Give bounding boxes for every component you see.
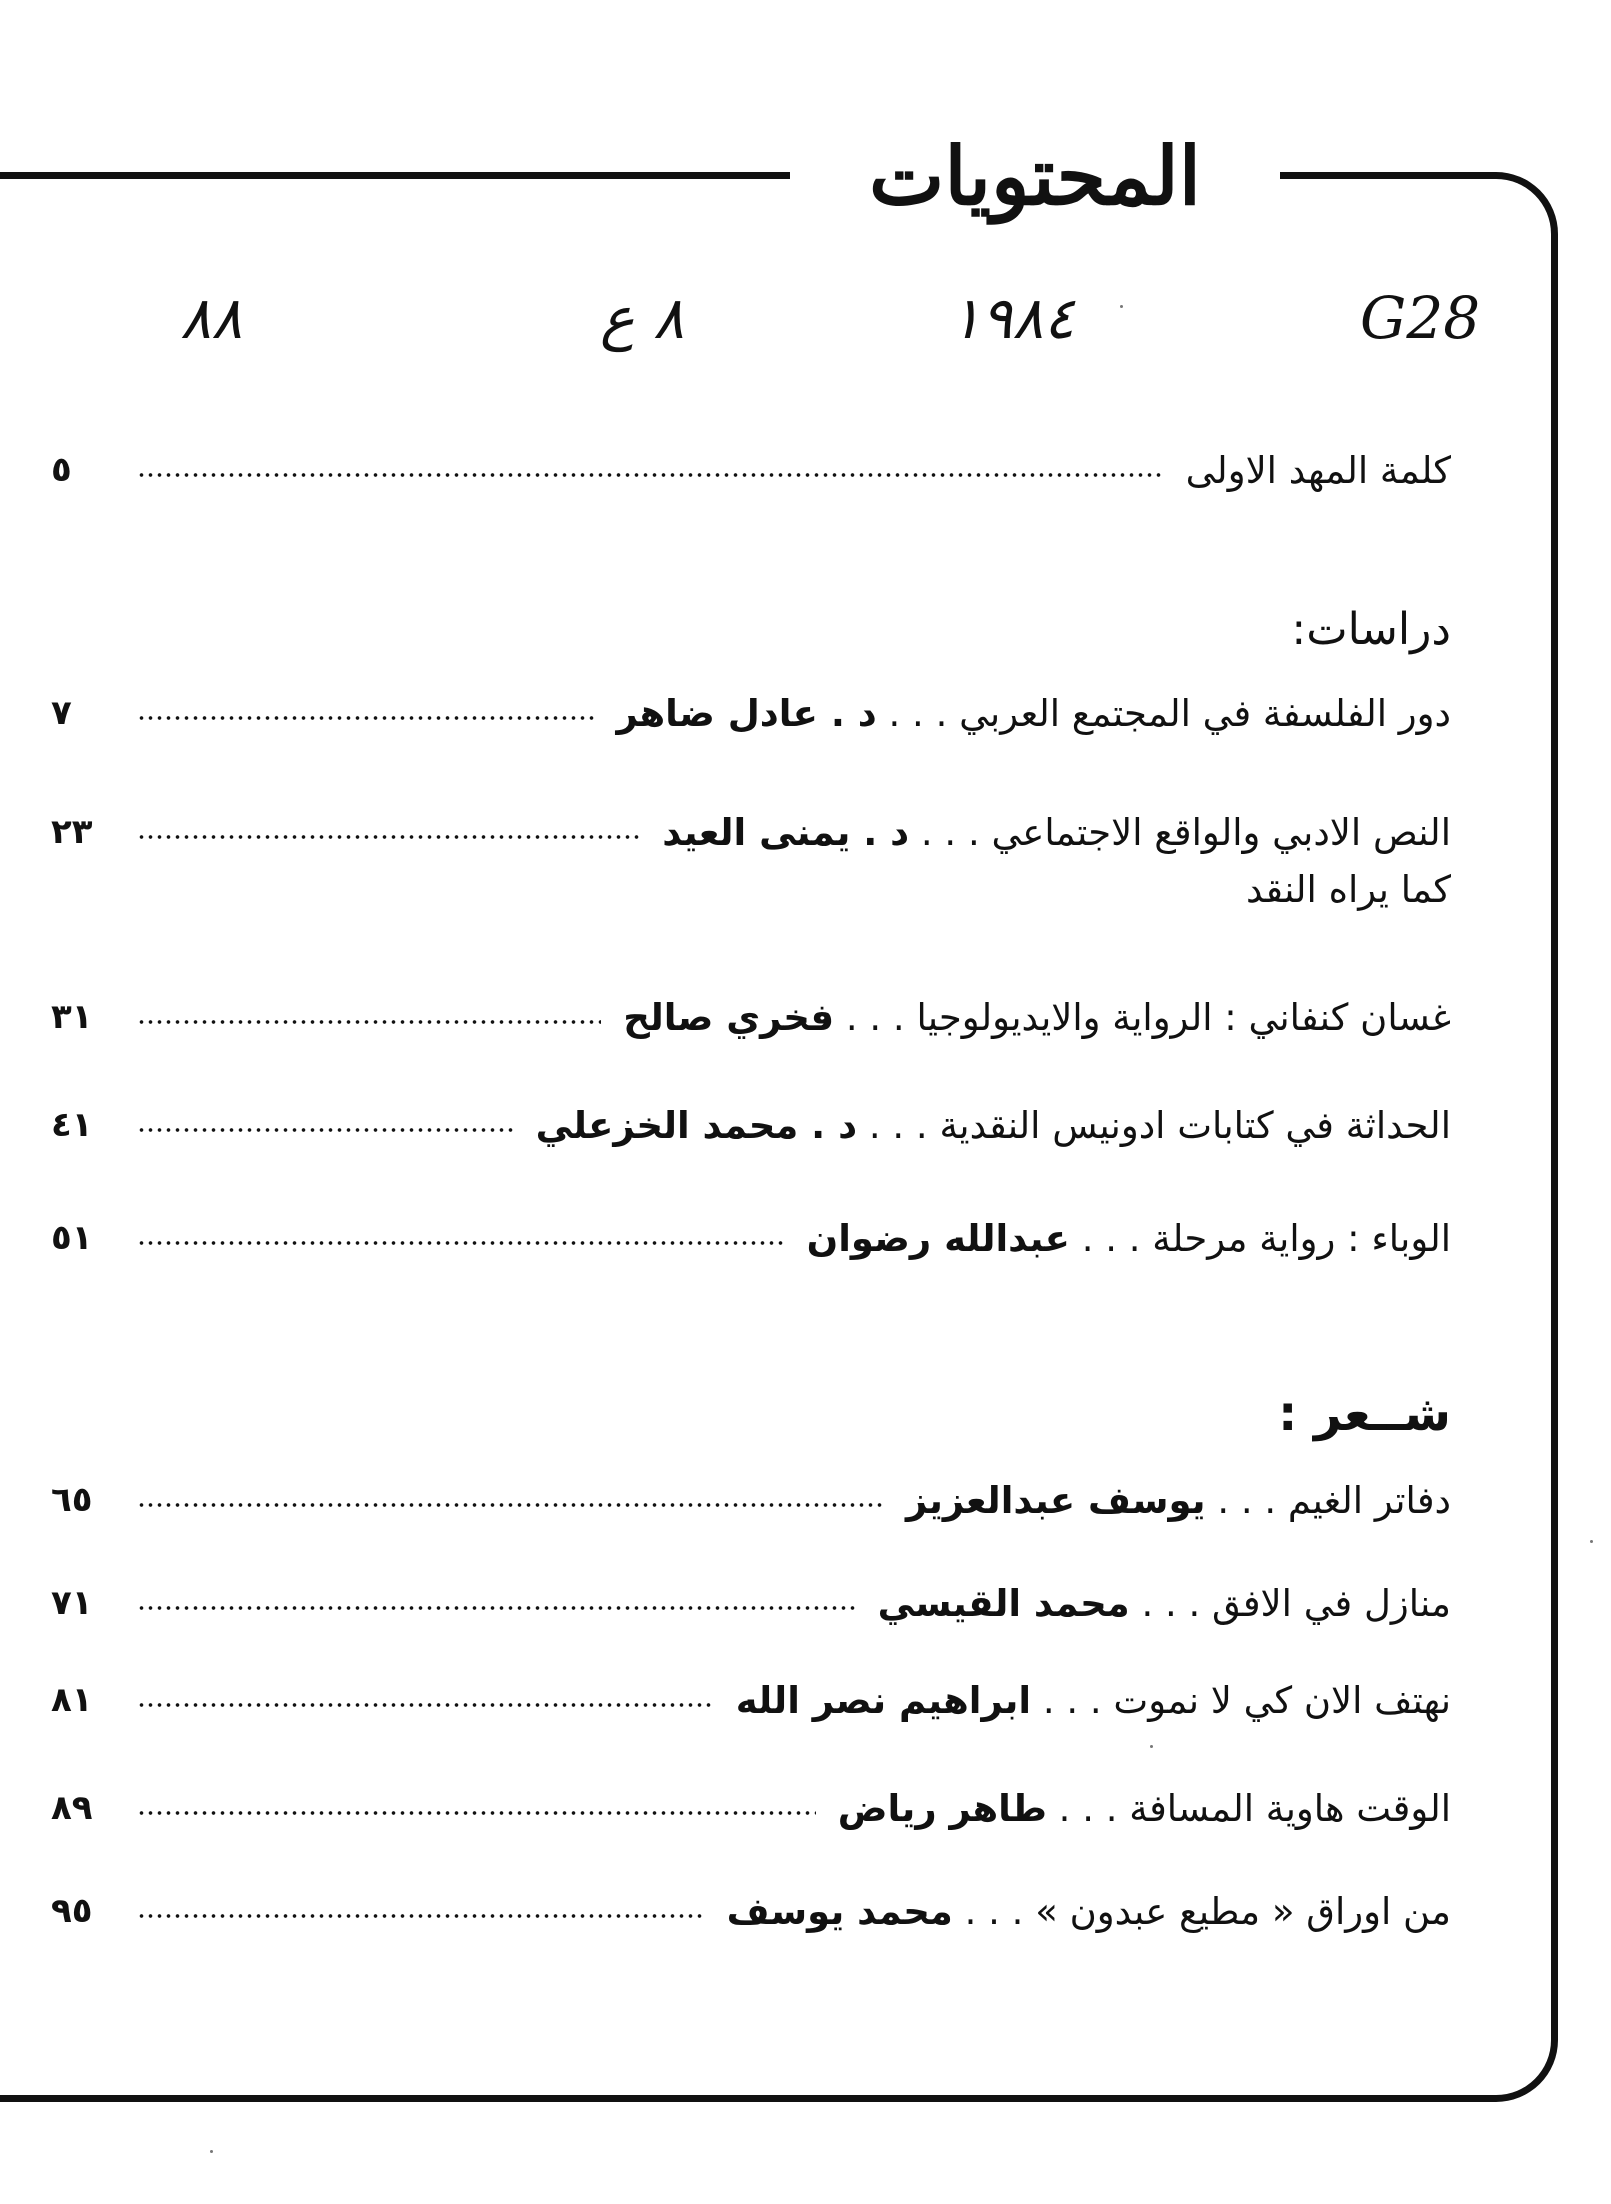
handwritten-issue-note: ٨ ع [600,284,685,352]
page-number: ٩٥ [51,1891,93,1931]
entry-title: نهتف الان كي لا نموت . . . ابراهيم نصر الله [735,1678,1451,1722]
dot-leader [137,1499,884,1511]
entry-author: د . محمد الخزعلي [535,1103,858,1147]
toc-entry [51,1203,1451,1273]
entry-author: ابراهيم نصر الله [735,1678,1032,1722]
page-number: ٧ [51,693,72,733]
toc-entry [51,1465,1451,1535]
page-number: ٦٥ [51,1480,93,1520]
entry-title: الوقت هاوية المسافة . . . طاهر رياض [837,1786,1451,1830]
toc-entry-intro [51,435,1451,505]
handwritten-year-note: ١٩٨٤ [950,284,1075,352]
entry-author: د . عادل ضاهر [616,691,877,735]
entry-author: فخري صالح [623,995,835,1039]
page-number: ٨١ [51,1680,93,1720]
page-number: ٣١ [51,997,93,1037]
page-number: ٥ [51,450,72,490]
entry-title: دور الفلسفة في المجتمع العربي . . . د . عادل ضاهر [616,691,1451,735]
page-title: المحتويات [869,129,1201,223]
entry-title: من اوراق « مطيع عبدون » . . . محمد يوسف [726,1889,1451,1933]
page-number: ٨٩ [51,1788,93,1828]
handwritten-page-note: ٨٨ [180,284,243,352]
scan-speck [1150,1745,1153,1748]
entry-author: طاهر رياض [837,1786,1047,1830]
entry-title: غسان كنفاني : الرواية والايديولوجيا . . . فخري صالح [623,995,1451,1039]
dot-leader [137,1016,601,1028]
toc-entry [51,1665,1451,1735]
toc-entry [51,678,1451,748]
scan-speck [1590,1540,1593,1543]
entry-subtitle: كما يراه النقد [1245,868,1451,911]
page-number: ٧١ [51,1583,93,1623]
entry-title: كلمة المهد الاولى [1185,448,1451,492]
dot-leader [137,831,640,843]
page-number: ٤١ [51,1105,93,1145]
dot-leader [137,469,1164,481]
entry-author: يوسف عبدالعزيز [906,1478,1206,1522]
entry-author: عبدالله رضوان [806,1216,1070,1260]
toc-entry [51,797,1451,867]
toc-entry [51,1773,1451,1843]
toc-entry [51,1568,1451,1638]
page-number: ٥١ [51,1218,93,1258]
scan-speck [210,2150,213,2153]
entry-title: الحداثة في كتابات ادونيس النقدية . . . د . محمد الخزعلي [535,1103,1451,1147]
section-heading-poetry: شــعر : [1278,1386,1451,1442]
entry-title: منازل في الافق . . . محمد القيسي [877,1581,1451,1625]
dot-leader [137,1124,514,1136]
entry-author: محمد يوسف [726,1889,953,1933]
page-number: ٢٣ [51,812,93,852]
entry-title: دفاتر الغيم . . . يوسف عبدالعزيز [906,1478,1451,1522]
dot-leader [137,1602,856,1614]
entry-title: الوباء : رواية مرحلة . . . عبدالله رضوان [806,1216,1451,1260]
toc-entry [51,982,1451,1052]
entry-author: د . يمنى العيد [662,810,910,854]
dot-leader [137,1807,816,1819]
toc-entry [51,1090,1451,1160]
dot-leader [137,712,595,724]
entry-title: النص الادبي والواقع الاجتماعي . . . د . يمنى العيد [662,810,1451,854]
scan-speck [1120,305,1123,308]
dot-leader [137,1699,714,1711]
toc-entry [51,1876,1451,1946]
section-heading-studies: دراسات: [1291,604,1451,655]
entry-author: محمد القيسي [877,1581,1130,1625]
dot-leader [137,1237,785,1249]
dot-leader [137,1910,705,1922]
handwritten-code-note: G28 [1360,284,1481,352]
